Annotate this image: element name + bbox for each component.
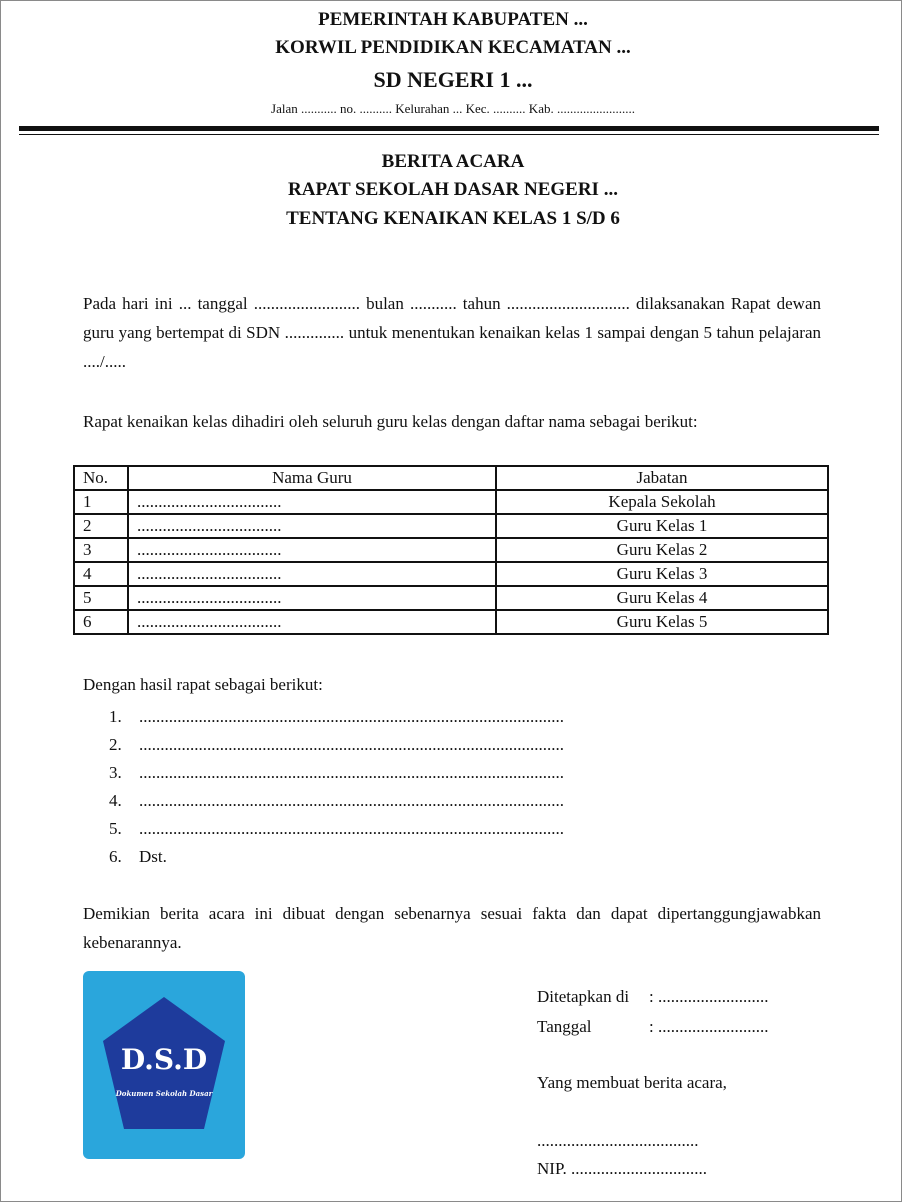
list-item-text: .................................................................................................... [139,819,564,838]
sign-date-row [537,1017,768,1037]
cell-jabatan: Guru Kelas 2 [496,538,828,562]
list-item-text: .................................................................................................... [139,763,564,782]
header-divider-thin [19,134,879,135]
list-item-number: 2. [109,735,122,754]
list-item-text: Dst. [139,847,167,866]
opening-paragraph: Pada hari ini ... tanggal ......................... bulan ........... tahun ............................. dilaksanakan Rapat dewan guru yang bertempat di SDN .............. untuk menentukan kenaikan kelas 1 sampai dengan 5 tahun pelajaran ..../..... [83,294,821,371]
table-row [74,514,828,538]
cell-jabatan: Guru Kelas 1 [496,514,828,538]
list-item-number: 4. [109,791,122,810]
attendance-paragraph: Rapat kenaikan kelas dihadiri oleh seluruh guru kelas dengan daftar nama sebagai berikut: [83,412,698,431]
sign-name-line: ...................................... [537,1131,699,1150]
sign-date-label: Tanggal [537,1017,592,1036]
table-header-row [74,466,828,490]
list-item-text: .................................................................................................... [139,707,564,726]
cell-jabatan: Guru Kelas 4 [496,586,828,610]
list-item [109,731,564,759]
list-item-number: 1. [109,707,122,726]
col-header-jabatan: Jabatan [496,466,828,490]
doc-title-2: RAPAT SEKOLAH DASAR NEGERI ... [288,179,618,200]
list-item [109,703,564,731]
cell-no: 4 [74,562,128,586]
cell-jabatan: Guru Kelas 5 [496,610,828,634]
col-header-no: No. [74,466,128,490]
logo-subtext: Dokumen Sekolah Dasar [115,1089,213,1098]
list-item [109,787,564,815]
cell-no: 5 [74,586,128,610]
cell-no: 2 [74,514,128,538]
header-address: Jalan ........... no. .......... Kelurahan ... Kec. .......... Kab. ........................ [271,101,635,116]
header-divider-thick [19,126,879,131]
sign-nip: NIP. ................................ [537,1159,708,1178]
cell-nama: .................................. [128,538,496,562]
cell-nama: .................................. [128,610,496,634]
header-line-1: PEMERINTAH KABUPATEN ... [318,9,588,30]
cell-jabatan: Kepala Sekolah [496,490,828,514]
col-header-nama: Nama Guru [128,466,496,490]
list-item-text: .................................................................................................... [139,735,564,754]
list-item [109,815,564,843]
table-row [74,538,828,562]
doc-title-1: BERITA ACARA [381,151,525,172]
list-item [109,759,564,787]
list-item-number: 3. [109,763,122,782]
teacher-table [73,465,829,635]
cell-no: 6 [74,610,128,634]
table-row [74,490,828,514]
sign-place-label: Ditetapkan di [537,987,630,1006]
cell-no: 1 [74,490,128,514]
sign-place-value: : .......................... [649,987,769,1006]
table-row [74,610,828,634]
logo-text: D.S.D [120,1043,208,1076]
results-label: Dengan hasil rapat sebagai berikut: [83,675,323,694]
results-list [109,703,564,871]
sign-date-value: : .......................... [649,1017,769,1036]
cell-nama: .................................. [128,562,496,586]
header-school-name: SD NEGERI 1 ... [373,67,533,92]
cell-jabatan: Guru Kelas 3 [496,562,828,586]
dsd-logo [83,971,245,1159]
cell-nama: .................................. [128,586,496,610]
list-item-text: .................................................................................................... [139,791,564,810]
sign-place-row [537,987,768,1007]
list-item-number: 6. [109,847,122,866]
cell-no: 3 [74,538,128,562]
cell-nama: .................................. [128,490,496,514]
list-item [109,843,564,871]
header-line-2: KORWIL PENDIDIKAN KECAMATAN ... [275,37,631,58]
cell-nama: .................................. [128,514,496,538]
sign-maker: Yang membuat berita acara, [537,1073,727,1092]
table-row [74,562,828,586]
list-item-number: 5. [109,819,122,838]
table-row [74,586,828,610]
doc-title-3: TENTANG KENAIKAN KELAS 1 S/D 6 [286,208,620,229]
closing-paragraph: Demikian berita acara ini dibuat dengan sebenarnya sesuai fakta dan dapat dipertanggungjawabkan kebenarannya. [83,904,821,952]
